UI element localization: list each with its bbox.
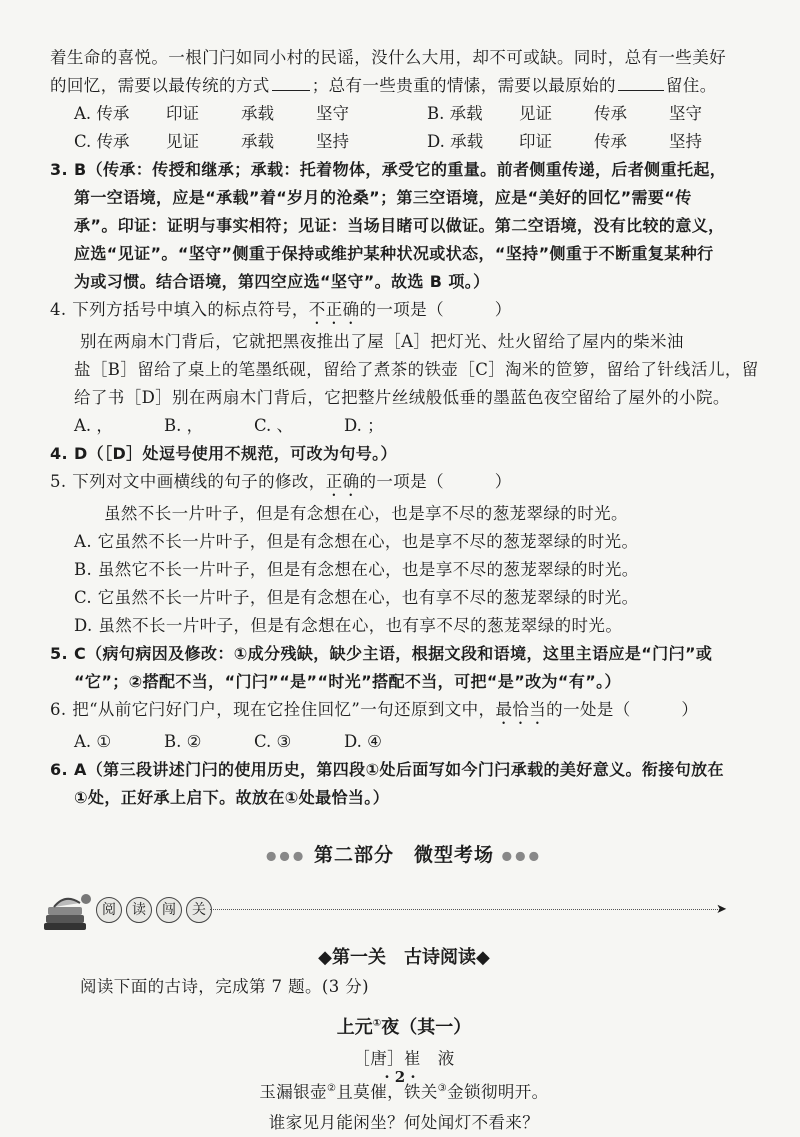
- poem-title: [50, 1013, 758, 1039]
- option-d: D. 虽然不长一片叶子，但是有念想在心，也有享不尽的葱茏翠绿的时光。: [74, 616, 623, 635]
- stem-text: 的一项是（ ）: [359, 472, 512, 491]
- option-c-word: 见证: [166, 132, 199, 151]
- option-b-word: 传承: [594, 104, 627, 123]
- option-a-word: 承载: [241, 104, 274, 123]
- option-d: D. ；: [344, 416, 384, 435]
- option-d: D. 承载: [427, 132, 484, 151]
- question-stem: [50, 296, 758, 328]
- option-b: B. ，: [164, 416, 204, 435]
- books-stack-icon: [40, 889, 94, 933]
- level-title: ◆第一关 古诗阅读◆: [318, 947, 490, 968]
- poem-author: ［唐］崔 液: [353, 1049, 455, 1068]
- option-a: A. ，: [74, 416, 113, 435]
- question-4: [50, 296, 758, 440]
- dotted-divider: [210, 909, 720, 910]
- text-line-with-blanks: [50, 72, 758, 100]
- poem-title-text: 夜（其一）: [381, 1017, 472, 1038]
- answer-line: 第一空语境，应是“承载”着“岁月的沧桑”；第三空语境，应是“美好的回忆”需要“传: [74, 188, 692, 207]
- option-c: C. 传承: [74, 132, 130, 151]
- answer-line: “它”；②搭配不当，“门闩”“是”“时光”搭配不当，可把“是”改为“有”。）: [74, 672, 621, 691]
- bullet-dots-icon: ●●●: [265, 848, 307, 863]
- stem-text: 4. 下列方括号中填入的标点符号，: [50, 300, 309, 319]
- stem-text: 6. 把“从前它闩好门户，现在它拴住回忆”一句还原到文中，: [50, 700, 496, 719]
- option-b-word: 坚守: [669, 104, 702, 123]
- page-number: · 2 ·: [384, 1068, 416, 1086]
- poem-title-text: 上元: [336, 1017, 373, 1038]
- text-segment: ；总有一些贵重的情愫，需要以最原始的: [311, 76, 616, 95]
- banner-char: 关: [186, 897, 212, 923]
- option-a: A. 它虽然不长一片叶子，但是有念想在心，也是享不尽的葱茏翠绿的时光。: [74, 532, 639, 551]
- answer-line: 应选“见证”。“坚守”侧重于保持或维护某种状况或状态，“坚持”侧重于不断重复某种行: [74, 244, 714, 263]
- section-heading: [50, 840, 758, 867]
- banner-char: 读: [126, 897, 152, 923]
- option-d-word: 印证: [519, 132, 552, 151]
- answer-line: 6. A（第三段讲述门闩的使用历史，第四段①处后面写如今门闩承载的美好意义。衔接句放在: [50, 760, 724, 779]
- option-b-word: 见证: [519, 104, 552, 123]
- answer-line: 承”。印证：证明与事实相符；见证：当场目睹可以做证。第二空语境，没有比较的意义，: [74, 216, 725, 235]
- answer-4: 4. D（［D］处逗号使用不规范，可改为句号。）: [50, 444, 397, 463]
- option-b: B. ②: [164, 732, 202, 751]
- text-segment: 留住。: [665, 76, 717, 95]
- footnote-marker: ②: [327, 1083, 337, 1094]
- answer-line: 为或习惯。结合语境，第四空应选“坚守”。故选 B 项。）: [74, 272, 490, 291]
- option-d-word: 传承: [594, 132, 627, 151]
- banner-char: 阅: [96, 897, 122, 923]
- stem-text: 的一处是（ ）: [546, 700, 699, 719]
- emphasized-text: 不正确: [308, 300, 360, 319]
- reading-banner: [40, 885, 758, 937]
- fill-blank: [618, 76, 664, 91]
- answer-5: [50, 640, 758, 696]
- option-b: B. 虽然它不长一片叶子，但是有念想在心，也是享不尽的葱茏翠绿的时光。: [74, 560, 639, 579]
- option-a: A. ①: [74, 732, 112, 751]
- poem-text: 玉漏银壶: [259, 1082, 328, 1102]
- option-a-word: 印证: [166, 104, 199, 123]
- question-stem: [50, 468, 758, 500]
- option-a: A. 传承: [74, 104, 130, 123]
- option-a-word: 坚守: [316, 104, 349, 123]
- option-row: [50, 728, 758, 756]
- option-row: [50, 100, 758, 128]
- section-title: 第二部分 微型考场: [313, 844, 494, 866]
- answer-3: [50, 156, 758, 296]
- emphasized-text: 正确: [325, 472, 360, 491]
- option-d: D. ④: [344, 732, 382, 751]
- banner-label: [96, 897, 212, 923]
- poem-text: 且莫催，铁关: [336, 1082, 438, 1102]
- passage-line: 给了书［D］别在两扇木门背后，它把整片丝绒般低垂的墨蓝色夜空留给了屋外的小院。: [74, 388, 730, 407]
- emphasized-text: 最恰当: [495, 700, 547, 719]
- option-c-word: 坚持: [316, 132, 349, 151]
- option-c: C. 、: [254, 416, 294, 435]
- option-c: C. 它虽然不长一片叶子，但是有念想在心，也有享不尽的葱茏翠绿的时光。: [74, 588, 639, 607]
- poem-line: 谁家见月能闲坐？何处闻灯不看来？: [268, 1112, 540, 1132]
- answer-line: 3. B（传承：传授和继承；承载：托着物体，承受它的重量。前者侧重传递，后者侧重托起，: [50, 160, 727, 179]
- banner-char: 闯: [156, 897, 182, 923]
- passage-line: 盐［B］留给了桌上的笔墨纸砚，留给了煮茶的铁壶［C］淘米的笸箩，留给了针线活儿，留: [74, 360, 759, 379]
- option-row: [50, 128, 758, 156]
- answer-line: 5. C（病句病因及修改：①成分残缺，缺少主语，根据文段和语境，这里主语应是“门闩”或: [50, 644, 713, 663]
- bullet-dots-icon: ●●●: [501, 848, 543, 863]
- option-c: C. ③: [254, 732, 292, 751]
- question-6: [50, 696, 758, 756]
- answer-line: ①处，正好承上启下。故放在①处最恰当。）: [74, 788, 390, 807]
- text-segment: 的回忆，需要以最传统的方式: [50, 76, 270, 95]
- passage-line: 别在两扇木门背后，它就把黑夜推出了屋［A］把灯光、灶火留给了屋内的柴米油: [80, 332, 684, 351]
- option-c-word: 承载: [241, 132, 274, 151]
- answer-6: [50, 756, 758, 812]
- option-row: [50, 412, 758, 440]
- fill-blank: [272, 76, 310, 91]
- option-b: B. 承载: [427, 104, 483, 123]
- option-d-word: 坚持: [669, 132, 702, 151]
- footnote-marker: ①: [372, 1018, 382, 1029]
- text-line: 着生命的喜悦。一根门闩如同小村的民谣，没什么大用，却不可或缺。同时，总有一些美好: [50, 48, 726, 67]
- question-5: [50, 468, 758, 640]
- instruction: 阅读下面的古诗，完成第 7 题。(3 分): [80, 977, 370, 996]
- quoted-sentence: 虽然不长一片叶子，但是有念想在心，也是享不尽的葱茏翠绿的时光。: [104, 504, 628, 523]
- arrow-right-icon: ➤: [716, 902, 727, 917]
- poem-text: 金锁彻明开。: [447, 1082, 549, 1102]
- question-stem: [50, 696, 758, 728]
- stem-text: 的一项是（ ）: [359, 300, 512, 319]
- footnote-marker: ③: [437, 1083, 448, 1094]
- stem-text: 5. 下列对文中画横线的句子的修改，: [50, 472, 326, 491]
